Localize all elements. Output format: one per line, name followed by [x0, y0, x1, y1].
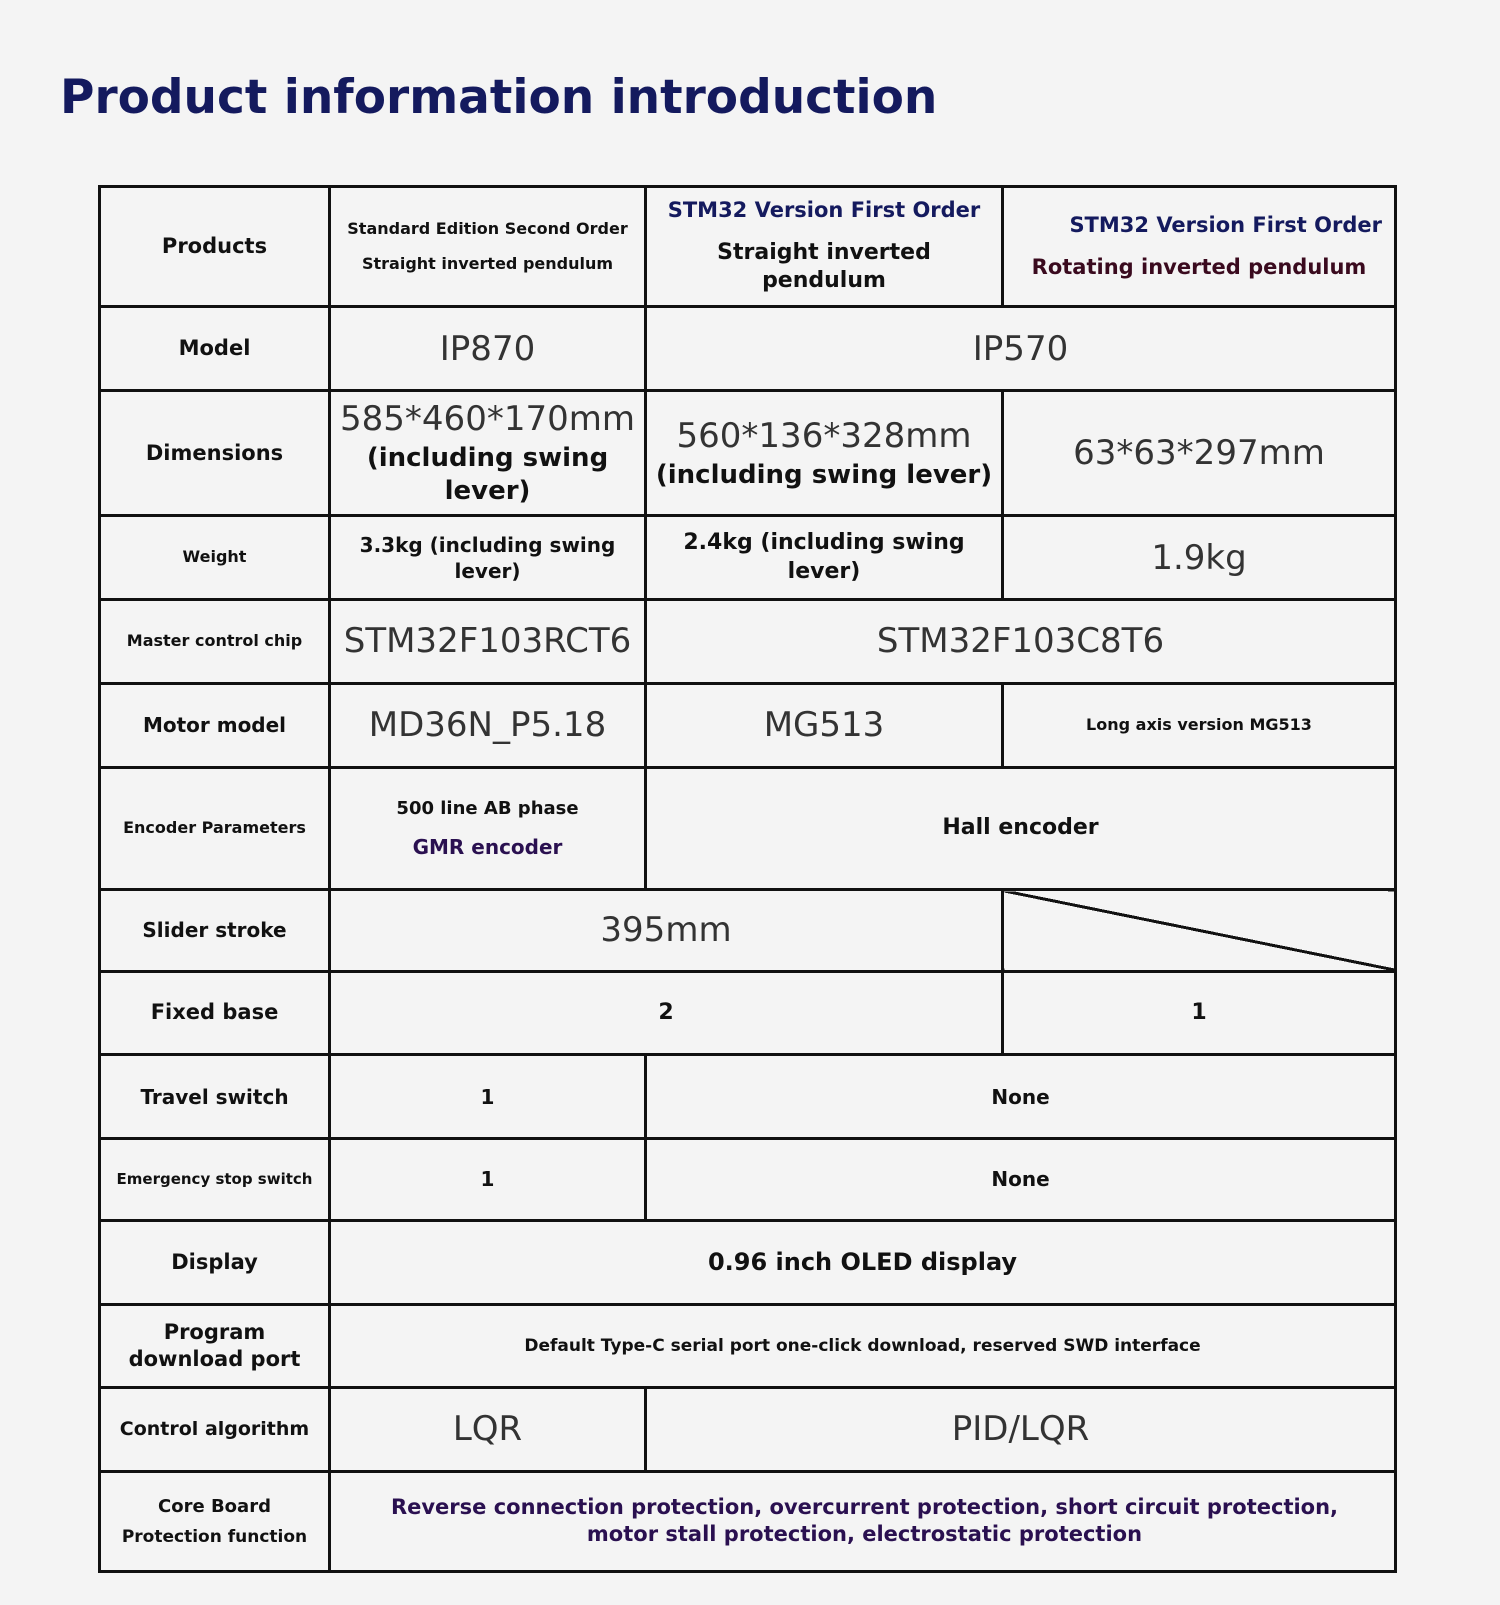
header-col2	[646, 187, 1003, 307]
encoder-c1-line1: 500 line AB phase	[396, 797, 579, 819]
table-row	[100, 890, 1396, 972]
dimensions-c2-size: 560*136*328mm	[676, 416, 972, 457]
table-row	[100, 971, 1396, 1055]
algorithm-c23: PID/LQR	[646, 1388, 1396, 1472]
header-col2-line1: STM32 Version First Order	[667, 198, 981, 223]
slider-c12: 395mm	[330, 890, 1003, 972]
row-label-algorithm: Control algorithm	[100, 1388, 330, 1472]
table-row	[100, 307, 1396, 391]
table-row	[100, 1471, 1396, 1571]
spec-table	[98, 185, 1397, 1573]
dimensions-c1-note: (including swing lever)	[366, 442, 609, 507]
header-products-label: Products	[100, 187, 330, 307]
encoder-c1-line2: GMR encoder	[412, 835, 563, 860]
dimensions-c1	[330, 391, 646, 516]
protection-c123: Reverse connection protection, overcurrent protection, short circuit protection, motor stall protection, electrostatic protection	[330, 1471, 1396, 1571]
row-label-base: Fixed base	[100, 971, 330, 1055]
base-c12: 2	[330, 971, 1003, 1055]
estop-c1: 1	[330, 1139, 646, 1221]
chip-c23: STM32F103C8T6	[646, 600, 1396, 684]
dimensions-c2-note: (including swing lever)	[655, 459, 993, 490]
encoder-c1	[330, 767, 646, 889]
header-col3	[1003, 187, 1396, 307]
model-c1: IP870	[330, 307, 646, 391]
dimensions-c2	[646, 391, 1003, 516]
table-row	[100, 1220, 1396, 1304]
travel-c23: None	[646, 1055, 1396, 1139]
table-row	[100, 1388, 1396, 1472]
dimensions-c3: 63*63*297mm	[1003, 391, 1396, 516]
table-row	[100, 1304, 1396, 1388]
protection-label-line2: Protection function	[121, 1527, 308, 1548]
table-row	[100, 600, 1396, 684]
weight-c3: 1.9kg	[1003, 516, 1396, 600]
download-label-line1: Program	[163, 1319, 266, 1344]
header-col3-line1: STM32 Version First Order	[1069, 213, 1382, 238]
header-col1-line2: Straight inverted pendulum	[361, 253, 614, 273]
row-label-download	[100, 1304, 330, 1388]
page-title: Product information introduction	[60, 70, 938, 125]
row-label-slider: Slider stroke	[100, 890, 330, 972]
row-label-model: Model	[100, 307, 330, 391]
header-col1-line1: Standard Edition Second Order	[347, 218, 628, 238]
motor-c1: MD36N_P5.18	[330, 683, 646, 767]
model-c23: IP570	[646, 307, 1396, 391]
row-label-protection	[100, 1471, 330, 1571]
table-row	[100, 187, 1396, 307]
motor-c3: Long axis version MG513	[1003, 683, 1396, 767]
table-row	[100, 516, 1396, 600]
header-col1	[330, 187, 646, 307]
protection-label-line1: Core Board	[158, 1495, 271, 1517]
dimensions-c1-size: 585*460*170mm	[340, 399, 635, 440]
row-label-display: Display	[100, 1220, 330, 1304]
row-label-travel: Travel switch	[100, 1055, 330, 1139]
row-label-chip: Master control chip	[100, 600, 330, 684]
header-col3-line2: Rotating inverted pendulum	[1031, 254, 1367, 279]
table-row	[100, 1139, 1396, 1221]
encoder-c23: Hall encoder	[646, 767, 1396, 889]
header-col2-line2: Straight inverted pendulum	[717, 239, 931, 294]
table-row	[100, 683, 1396, 767]
display-c123: 0.96 inch OLED display	[330, 1220, 1396, 1304]
row-label-estop: Emergency stop switch	[100, 1139, 330, 1221]
download-c123: Default Type-C serial port one-click download, reserved SWD interface	[330, 1304, 1396, 1388]
table-row	[100, 767, 1396, 889]
slider-c3-empty	[1003, 890, 1396, 972]
row-label-encoder: Encoder Parameters	[100, 767, 330, 889]
motor-c2: MG513	[646, 683, 1003, 767]
algorithm-c1: LQR	[330, 1388, 646, 1472]
chip-c1: STM32F103RCT6	[330, 600, 646, 684]
table-row	[100, 391, 1396, 516]
row-label-dimensions: Dimensions	[100, 391, 330, 516]
estop-c23: None	[646, 1139, 1396, 1221]
base-c3: 1	[1003, 971, 1396, 1055]
weight-c2: 2.4kg (including swing lever)	[646, 516, 1003, 600]
download-label-line2: download port	[128, 1346, 301, 1371]
travel-c1: 1	[330, 1055, 646, 1139]
weight-c1: 3.3kg (including swing lever)	[330, 516, 646, 600]
table-row	[100, 1055, 1396, 1139]
row-label-weight: Weight	[100, 516, 330, 600]
row-label-motor: Motor model	[100, 683, 330, 767]
